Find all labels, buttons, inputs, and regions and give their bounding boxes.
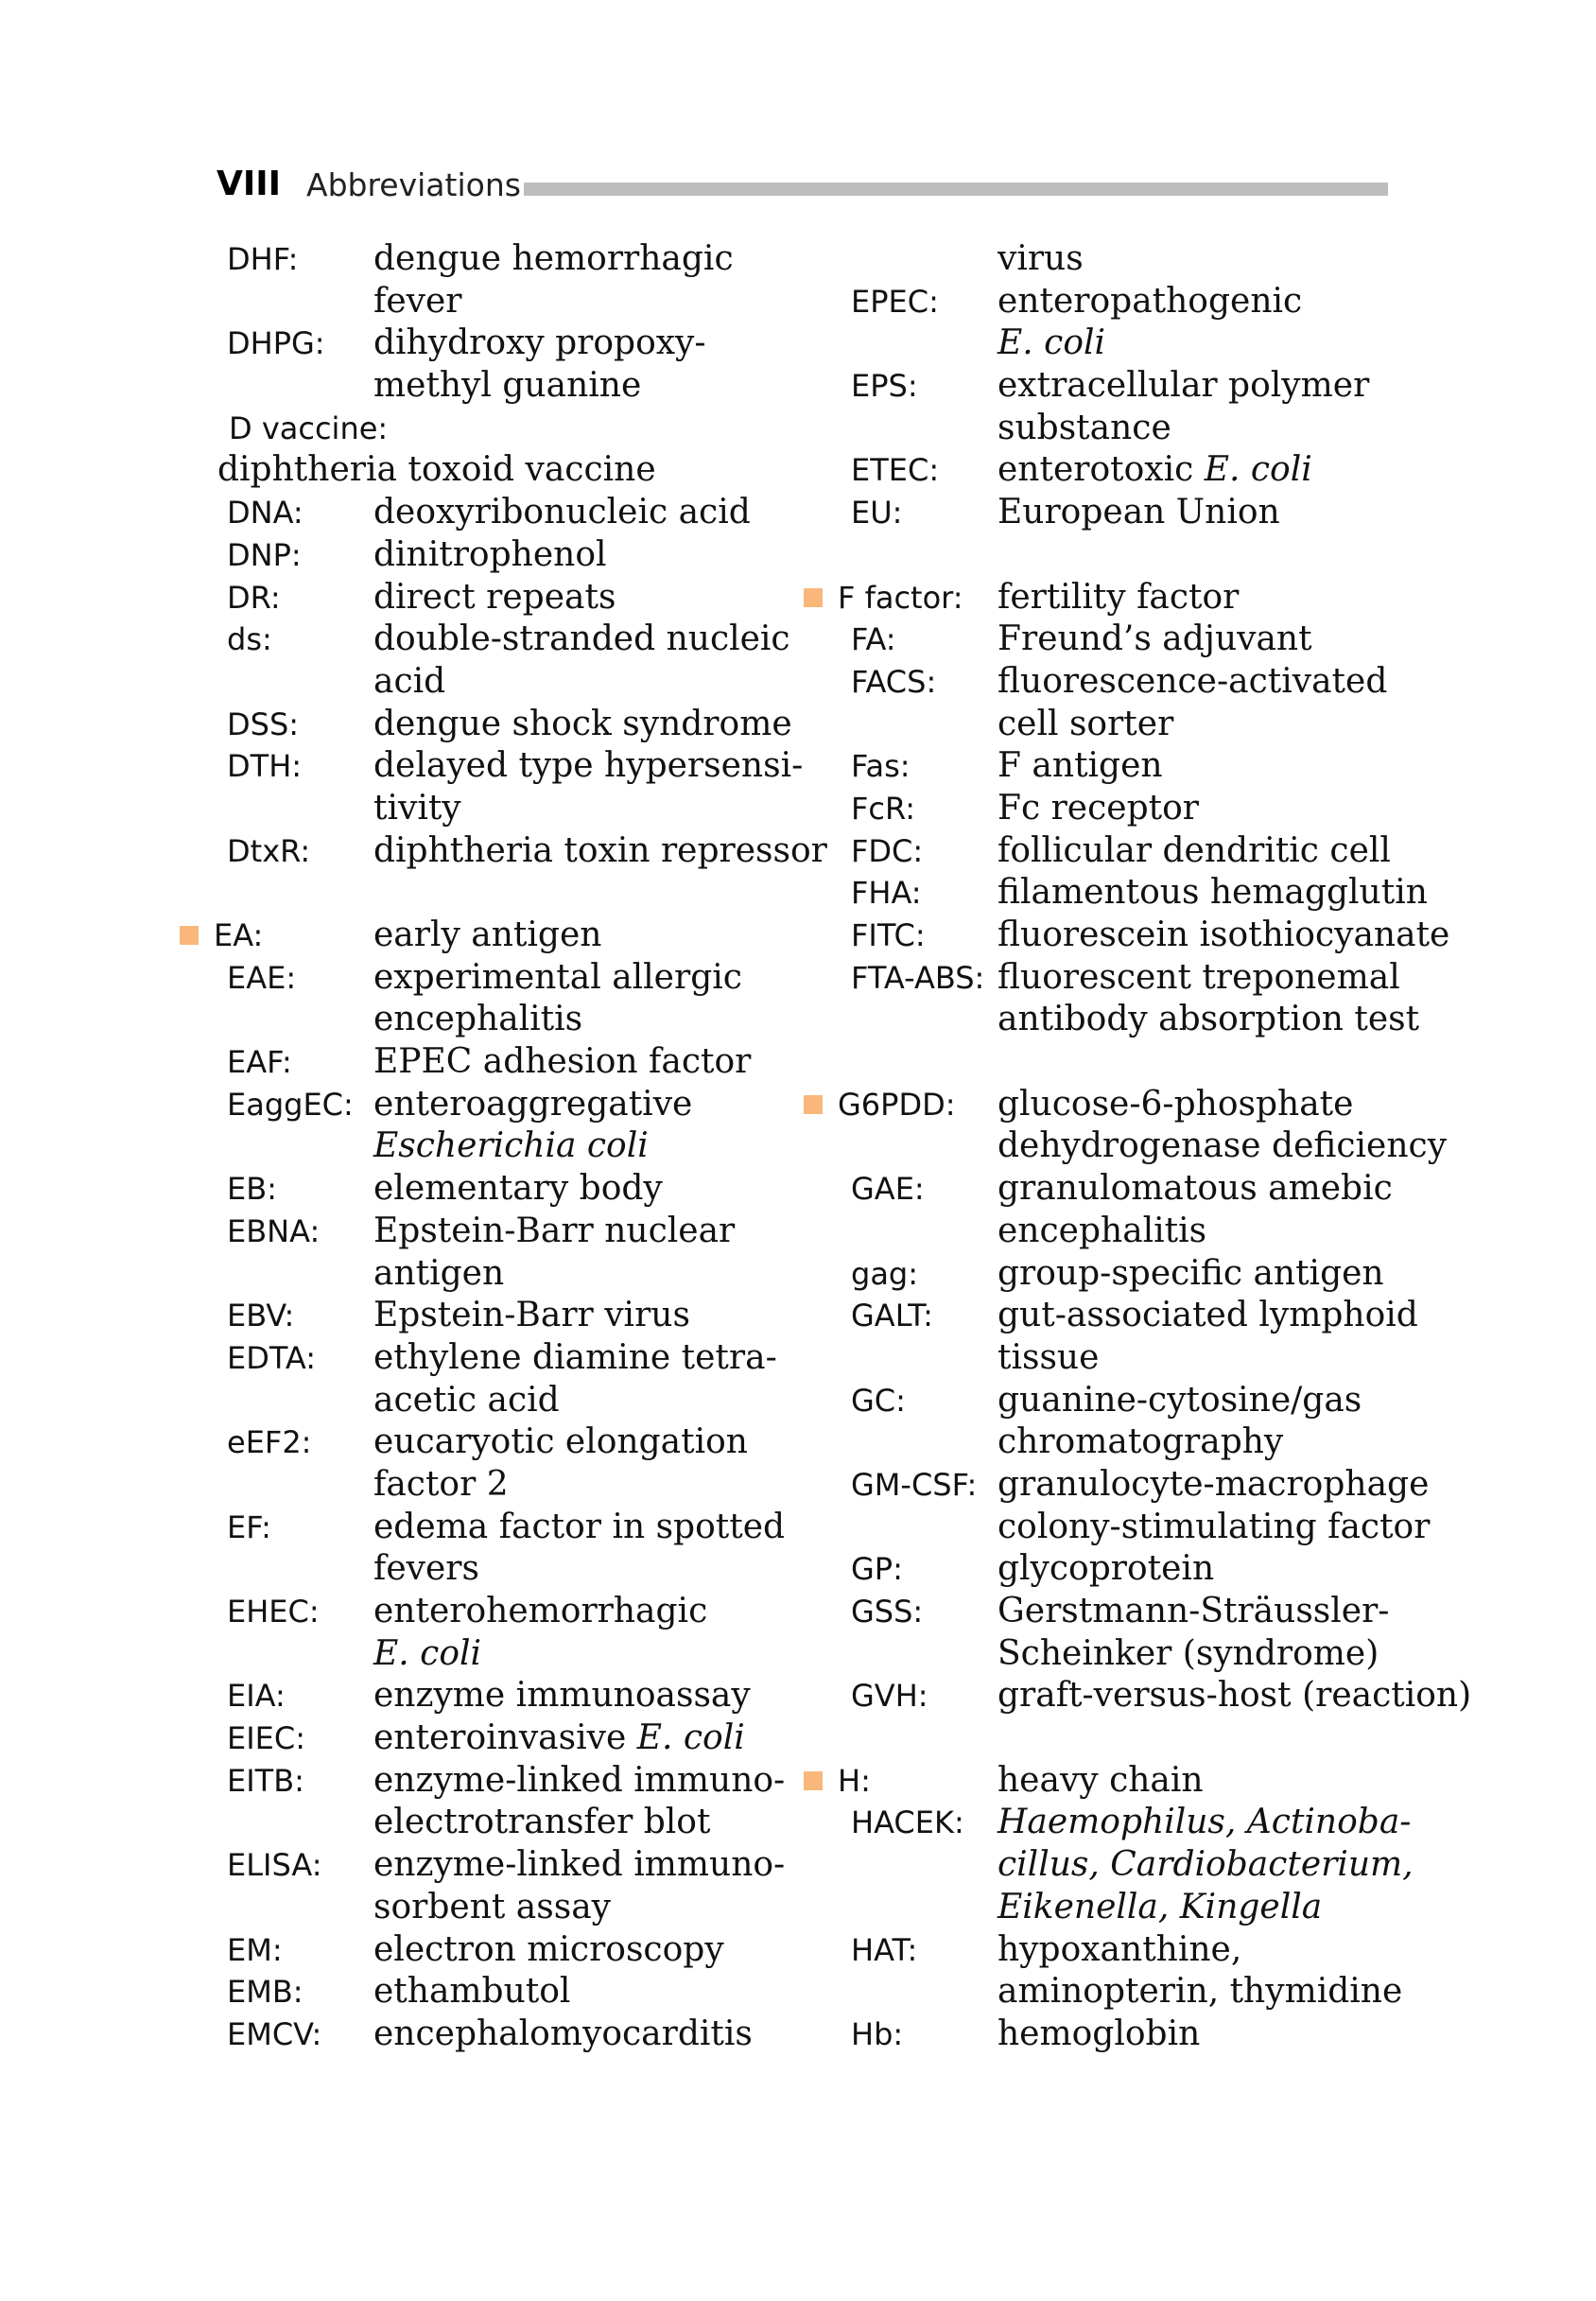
glossary-row bbox=[804, 2013, 1466, 2056]
glossary-row bbox=[180, 1211, 785, 1253]
glossary-row bbox=[804, 1844, 1466, 1887]
glossary-definition: Fc receptor bbox=[998, 788, 1199, 828]
glossary-definition: eucaryotic elongation bbox=[373, 1422, 748, 1462]
glossary-definition: antigen bbox=[373, 1253, 505, 1293]
italic-term: Haemophilus, Actinoba- bbox=[998, 1803, 1412, 1842]
glossary-row bbox=[804, 619, 1466, 661]
glossary-row bbox=[804, 661, 1466, 704]
glossary-definition: substance bbox=[998, 408, 1171, 447]
abbreviation-term: DHPG: bbox=[227, 325, 325, 362]
glossary-definition: graft-versus-host (reaction) bbox=[998, 1676, 1472, 1716]
glossary-row bbox=[180, 1633, 785, 1676]
glossary-definition: Gerstmann-Sträussler- bbox=[998, 1592, 1390, 1630]
glossary-row bbox=[180, 1084, 785, 1126]
italic-term: E. coli bbox=[998, 323, 1106, 363]
glossary-row bbox=[804, 1887, 1466, 1929]
glossary-row bbox=[180, 2013, 785, 2056]
abbreviation-term: EITB: bbox=[227, 1762, 304, 1799]
glossary-row bbox=[804, 1253, 1466, 1296]
abbreviation-term: GAE: bbox=[851, 1171, 925, 1208]
glossary-row bbox=[804, 281, 1466, 323]
section-gap bbox=[804, 534, 1466, 577]
abbreviation-term: EA: bbox=[214, 917, 264, 953]
abbreviation-term: EPS: bbox=[851, 368, 918, 405]
section-marker bbox=[804, 1771, 823, 1790]
abbreviation-term: HACEK: bbox=[851, 1804, 964, 1841]
abbreviation-term: EPEC: bbox=[851, 283, 939, 320]
glossary-row bbox=[804, 915, 1466, 957]
glossary-row bbox=[180, 577, 785, 619]
abbreviation-term: EM: bbox=[227, 1931, 283, 1968]
glossary-row bbox=[180, 238, 785, 281]
glossary-row bbox=[180, 1507, 785, 1549]
glossary-definition: delayed type hypersensi- bbox=[373, 746, 804, 786]
abbreviation-term: EAF: bbox=[227, 1044, 292, 1081]
abbreviation-term: FcR: bbox=[851, 790, 916, 827]
glossary-row bbox=[180, 1337, 785, 1380]
section-marker bbox=[804, 1095, 823, 1114]
glossary-row bbox=[804, 492, 1466, 534]
glossary-row bbox=[804, 788, 1466, 830]
glossary-row bbox=[180, 365, 785, 408]
abbreviation-term: FHA: bbox=[851, 875, 922, 912]
abbreviation-term: Hb: bbox=[851, 2015, 904, 2052]
glossary-definition bbox=[998, 1844, 1414, 1887]
glossary-definition: enteroinvasive E. coli bbox=[373, 1718, 745, 1758]
abbreviation-term: EAE: bbox=[227, 959, 297, 996]
glossary-definition: diphtheria toxoid vaccine bbox=[217, 450, 656, 490]
glossary-row bbox=[804, 704, 1466, 746]
glossary-definition: ethylene diamine tetra- bbox=[373, 1337, 777, 1377]
glossary-row bbox=[180, 281, 785, 323]
glossary-row bbox=[804, 1464, 1466, 1507]
glossary-row bbox=[180, 1802, 785, 1844]
glossary-definition: fever bbox=[373, 281, 462, 321]
abbreviation-term: FA: bbox=[851, 621, 896, 658]
glossary-row bbox=[804, 1168, 1466, 1211]
glossary-row bbox=[180, 915, 785, 957]
glossary-row bbox=[804, 957, 1466, 1000]
glossary-row bbox=[804, 1337, 1466, 1380]
glossary-definition: European Union bbox=[998, 493, 1280, 532]
glossary-row bbox=[180, 1887, 785, 1929]
glossary-definition: Epstein-Barr nuclear bbox=[373, 1211, 736, 1250]
glossary-definition: hemoglobin bbox=[998, 2013, 1201, 2053]
abbreviation-term: GP: bbox=[851, 1551, 903, 1588]
header-rule bbox=[524, 183, 1388, 196]
glossary-definition: virus bbox=[998, 239, 1084, 278]
abbreviations-left-column bbox=[180, 238, 827, 2056]
glossary-definition: electrotransfer blot bbox=[373, 1803, 711, 1842]
glossary-definition: chromatography bbox=[998, 1422, 1284, 1462]
glossary-row bbox=[804, 1633, 1466, 1676]
glossary-row bbox=[180, 661, 785, 704]
glossary-row bbox=[804, 365, 1466, 408]
glossary-row bbox=[804, 1421, 1466, 1464]
glossary-definition: EPEC adhesion factor bbox=[373, 1042, 752, 1082]
glossary-definition: filamentous hemagglutin bbox=[998, 873, 1428, 913]
glossary-definition: methyl guanine bbox=[373, 366, 642, 406]
glossary-row bbox=[804, 408, 1466, 450]
glossary-definition: granulomatous amebic bbox=[998, 1169, 1393, 1209]
glossary-definition: direct repeats bbox=[373, 577, 616, 617]
glossary-definition bbox=[998, 1802, 1411, 1844]
glossary-definition: enzyme-linked immuno- bbox=[373, 1845, 786, 1885]
glossary-definition: follicular dendritic cell bbox=[998, 830, 1391, 870]
abbreviation-term: EBNA: bbox=[227, 1212, 321, 1249]
glossary-definition: colony-stimulating factor bbox=[998, 1507, 1431, 1546]
glossary-definition bbox=[998, 322, 1105, 365]
glossary-definition: fluorescein isothiocyanate bbox=[998, 915, 1450, 954]
abbreviation-term: G6PDD: bbox=[838, 1086, 956, 1123]
glossary-row bbox=[180, 704, 792, 746]
italic-term: E. coli bbox=[373, 1633, 482, 1673]
glossary-definition: fluorescence-activated bbox=[998, 661, 1388, 701]
abbreviation-term: EF: bbox=[227, 1508, 271, 1545]
glossary-definition: extracellular polymer bbox=[998, 366, 1370, 406]
glossary-definition: F antigen bbox=[998, 746, 1163, 786]
italic-term: cillus, Cardiobacterium, bbox=[998, 1845, 1414, 1885]
abbreviation-term: GVH: bbox=[851, 1678, 928, 1715]
glossary-definition: electron microscopy bbox=[373, 1929, 724, 1969]
glossary-row bbox=[180, 1041, 785, 1084]
glossary-definition: acetic acid bbox=[373, 1380, 560, 1420]
glossary-definition: factor 2 bbox=[373, 1464, 509, 1504]
page-header bbox=[217, 161, 1389, 208]
glossary-definition: heavy chain bbox=[998, 1760, 1204, 1800]
glossary-row bbox=[180, 1295, 785, 1337]
glossary-definition: early antigen bbox=[373, 915, 602, 954]
abbreviation-term: Fas: bbox=[851, 748, 911, 785]
abbreviation-term: HAT: bbox=[851, 1931, 918, 1968]
glossary-definition: experimental allergic bbox=[373, 957, 742, 997]
section-title: Abbreviations bbox=[306, 166, 521, 203]
glossary-definition bbox=[373, 1633, 481, 1676]
glossary-row bbox=[180, 788, 785, 830]
glossary-definition: granulocyte-macrophage bbox=[998, 1464, 1430, 1504]
glossary-row bbox=[180, 1125, 785, 1168]
glossary-row bbox=[804, 1591, 1466, 1633]
abbreviation-term: EBV: bbox=[227, 1298, 295, 1334]
italic-term: E. coli bbox=[1204, 450, 1312, 490]
section-marker bbox=[804, 588, 823, 607]
glossary-row bbox=[804, 999, 1466, 1041]
glossary-row bbox=[804, 1211, 1466, 1253]
glossary-definition: fertility factor bbox=[998, 577, 1240, 617]
glossary-row bbox=[804, 1548, 1466, 1591]
glossary-definition: fluorescent treponemal bbox=[998, 957, 1400, 997]
glossary-row bbox=[804, 1380, 1466, 1422]
section-gap bbox=[804, 1717, 1466, 1760]
abbreviation-term: ETEC: bbox=[851, 452, 940, 489]
glossary-definition: dengue hemorrhagic bbox=[373, 239, 734, 278]
glossary-definition: tissue bbox=[998, 1337, 1100, 1377]
glossary-definition: enterotoxic E. coli bbox=[998, 450, 1312, 490]
glossary-row bbox=[180, 1971, 785, 2013]
glossary-row bbox=[804, 1675, 1472, 1717]
abbreviation-term: EMCV: bbox=[227, 2015, 322, 2052]
glossary-row bbox=[804, 577, 1466, 619]
glossary-definition: elementary body bbox=[373, 1169, 663, 1209]
abbreviation-term: DNA: bbox=[227, 495, 304, 532]
glossary-definition: glucose-6-phosphate bbox=[998, 1084, 1354, 1124]
glossary-definition: dinitrophenol bbox=[373, 534, 607, 574]
glossary-row bbox=[804, 1125, 1466, 1168]
abbreviation-term: gag: bbox=[851, 1255, 919, 1292]
glossary-row bbox=[180, 1675, 785, 1717]
abbreviation-term: GSS: bbox=[851, 1594, 924, 1630]
section-marker bbox=[180, 926, 199, 945]
abbreviation-term: DTH: bbox=[227, 748, 303, 785]
glossary-definition: encephalitis bbox=[373, 1000, 583, 1039]
glossary-definition: hypoxanthine, bbox=[998, 1929, 1242, 1969]
glossary-definition: encephalitis bbox=[998, 1211, 1207, 1250]
glossary-row bbox=[804, 1760, 1466, 1803]
glossary-row bbox=[180, 1168, 785, 1211]
glossary-definition: aminopterin, thymidine bbox=[998, 1972, 1403, 2012]
glossary-row bbox=[180, 1548, 785, 1591]
glossary-definition bbox=[998, 1887, 1322, 1929]
italic-term: Eikenella, Kingella bbox=[998, 1887, 1323, 1926]
glossary-definition: enteropathogenic bbox=[998, 281, 1303, 321]
abbreviation-term: F factor: bbox=[838, 579, 963, 616]
abbreviation-term: D vaccine: bbox=[229, 410, 389, 446]
glossary-row bbox=[180, 492, 785, 534]
glossary-row bbox=[180, 1929, 785, 1972]
glossary-row bbox=[804, 322, 1466, 365]
section-gap bbox=[180, 872, 785, 915]
glossary-row bbox=[804, 745, 1466, 788]
glossary-definition: enterohemorrhagic bbox=[373, 1592, 708, 1630]
glossary-row bbox=[180, 1844, 785, 1887]
glossary-definition: guanine-cytosine/gas bbox=[998, 1380, 1362, 1420]
glossary-definition: group-specific antigen bbox=[998, 1253, 1384, 1293]
abbreviation-term: ds: bbox=[227, 621, 272, 658]
glossary-row bbox=[180, 999, 785, 1041]
abbreviation-term: FITC: bbox=[851, 917, 926, 953]
glossary-row bbox=[180, 1253, 785, 1296]
abbreviation-term: EDTA: bbox=[227, 1339, 317, 1376]
glossary-row bbox=[804, 1929, 1466, 1972]
abbreviation-term: EMB: bbox=[227, 1974, 304, 2011]
glossary-definition: acid bbox=[373, 661, 446, 701]
glossary-definition: ethambutol bbox=[373, 1972, 571, 2012]
abbreviation-term: DNP: bbox=[227, 536, 302, 573]
glossary-definition: enzyme-linked immuno- bbox=[373, 1760, 786, 1800]
glossary-row bbox=[804, 1802, 1466, 1844]
glossary-row bbox=[180, 534, 785, 577]
glossary-definition: Epstein-Barr virus bbox=[373, 1296, 690, 1335]
glossary-definition: fevers bbox=[373, 1549, 479, 1589]
italic-term: E. coli bbox=[636, 1718, 745, 1758]
glossary-definition: enzyme immunoassay bbox=[373, 1676, 751, 1716]
abbreviation-term: EU: bbox=[851, 495, 903, 532]
abbreviation-term: FDC: bbox=[851, 832, 924, 869]
glossary-row bbox=[180, 322, 785, 365]
glossary-definition: dehydrogenase deficiency bbox=[998, 1126, 1448, 1166]
abbreviation-term: DtxR: bbox=[227, 832, 311, 869]
glossary-definition: double-stranded nucleic bbox=[373, 619, 790, 659]
glossary-definition: glycoprotein bbox=[998, 1549, 1215, 1589]
glossary-definition: encephalomyocarditis bbox=[373, 2013, 753, 2053]
glossary-definition: tivity bbox=[373, 788, 461, 828]
abbreviation-term: DSS: bbox=[227, 706, 300, 742]
page-number: VIII bbox=[217, 165, 282, 203]
section-gap bbox=[804, 1041, 1466, 1084]
abbreviation-term: eEF2: bbox=[227, 1424, 312, 1461]
abbreviation-term: FACS: bbox=[851, 663, 937, 700]
glossary-row bbox=[180, 1717, 785, 1760]
abbreviation-term: FTA-ABS: bbox=[851, 959, 985, 996]
abbreviation-term: EB: bbox=[227, 1171, 277, 1208]
abbreviation-term: ELISA: bbox=[227, 1847, 322, 1884]
glossary-row bbox=[180, 1464, 785, 1507]
glossary-row bbox=[180, 408, 785, 450]
glossary-definition bbox=[373, 1125, 649, 1168]
glossary-definition: dengue shock syndrome bbox=[373, 704, 792, 743]
glossary-row bbox=[804, 238, 1466, 281]
glossary-definition: sorbent assay bbox=[373, 1887, 612, 1926]
glossary-row bbox=[804, 872, 1466, 915]
glossary-row bbox=[180, 1380, 785, 1422]
abbreviation-term: EHEC: bbox=[227, 1594, 320, 1630]
abbreviation-term: EIEC: bbox=[227, 1720, 305, 1757]
glossary-definition: antibody absorption test bbox=[998, 1000, 1420, 1039]
abbreviation-term: GALT: bbox=[851, 1298, 933, 1334]
abbreviation-term: DR: bbox=[227, 579, 281, 616]
abbreviation-term: EaggEC: bbox=[227, 1086, 354, 1123]
glossary-row bbox=[180, 1421, 785, 1464]
italic-term: Escherichia coli bbox=[373, 1126, 649, 1166]
glossary-row bbox=[180, 957, 785, 1000]
glossary-definition: edema factor in spotted bbox=[373, 1507, 786, 1546]
glossary-row bbox=[180, 1760, 785, 1803]
glossary-row bbox=[180, 830, 827, 873]
glossary-row bbox=[180, 1591, 785, 1633]
glossary-row bbox=[804, 1507, 1466, 1549]
glossary-row bbox=[180, 619, 790, 661]
glossary-definition: Scheinker (syndrome) bbox=[998, 1633, 1379, 1673]
glossary-definition: dihydroxy propoxy- bbox=[373, 323, 706, 363]
abbreviations-right-column bbox=[804, 238, 1472, 2056]
abbreviation-term: GM-CSF: bbox=[851, 1466, 978, 1503]
glossary-definition: diphtheria toxin repressor bbox=[373, 830, 827, 870]
glossary-definition: Freund’s adjuvant bbox=[998, 619, 1312, 659]
glossary-row bbox=[804, 1295, 1466, 1337]
glossary-definition: gut-associated lymphoid bbox=[998, 1296, 1418, 1335]
glossary-row bbox=[180, 449, 785, 492]
abbreviation-term: EIA: bbox=[227, 1678, 286, 1715]
glossary-row bbox=[804, 1084, 1466, 1126]
glossary-row bbox=[804, 830, 1466, 873]
glossary-row bbox=[180, 745, 804, 788]
glossary-definition: cell sorter bbox=[998, 704, 1174, 743]
glossary-row bbox=[804, 1971, 1466, 2013]
abbreviation-term: DHF: bbox=[227, 241, 299, 277]
glossary-definition: deoxyribonucleic acid bbox=[373, 493, 751, 532]
glossary-row bbox=[804, 449, 1466, 492]
abbreviation-term: H: bbox=[838, 1762, 871, 1799]
glossary-definition: enteroaggregative bbox=[373, 1084, 693, 1124]
abbreviation-term: GC: bbox=[851, 1382, 906, 1419]
